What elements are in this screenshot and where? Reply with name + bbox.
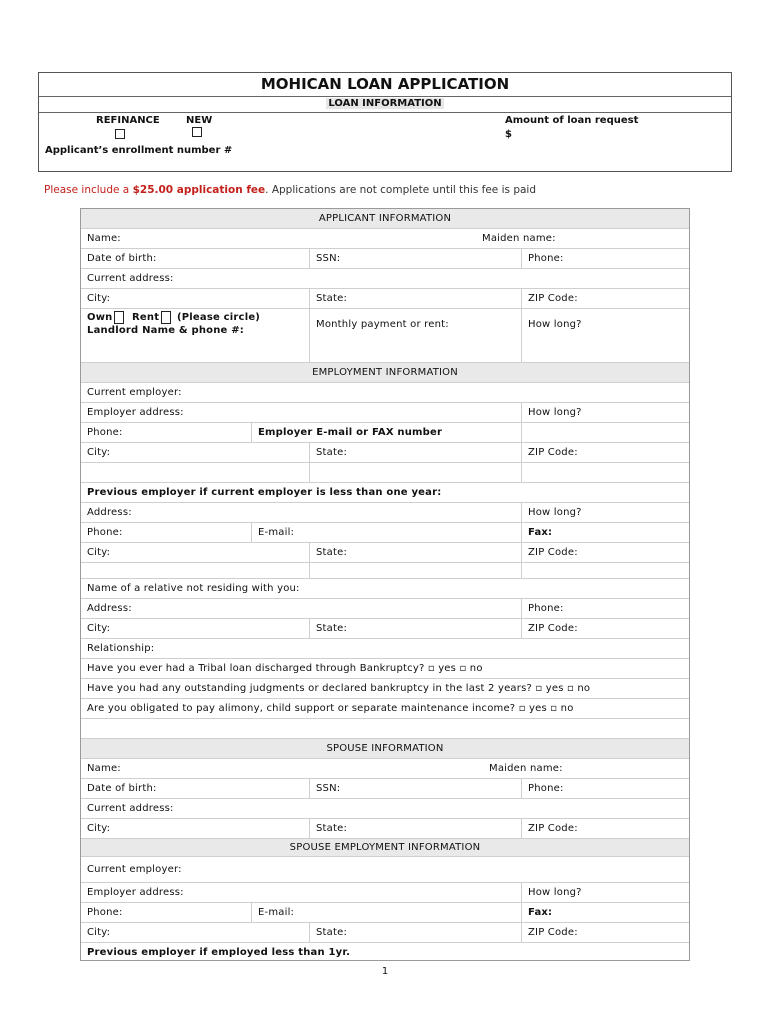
relative-row[interactable]	[81, 579, 689, 599]
previous-city-row[interactable]	[81, 543, 689, 563]
maiden-name-label: Maiden name:	[489, 763, 563, 774]
email-label: E-mail:	[258, 527, 295, 538]
employer-phone-row[interactable]	[81, 423, 689, 443]
spouse-address-row[interactable]	[81, 799, 689, 819]
maiden-name-label: Maiden name:	[482, 233, 556, 244]
state-label: State:	[316, 447, 348, 458]
phone-label: Phone:	[87, 527, 123, 538]
applicant-dob-row[interactable]	[81, 249, 689, 269]
state-label: State:	[316, 547, 348, 558]
dob-label: Date of birth:	[87, 253, 157, 264]
page-title: MOHICAN LOAN APPLICATION	[260, 75, 510, 93]
employer-address-row[interactable]	[81, 403, 689, 423]
phone-label: Phone:	[528, 253, 564, 264]
city-label: City:	[87, 293, 111, 304]
new-label: NEW	[186, 115, 213, 126]
relative-city-row[interactable]	[81, 619, 689, 639]
employer-address-label: Employer address:	[87, 407, 184, 418]
city-label: City:	[87, 927, 111, 938]
question-alimony[interactable]: Are you obligated to pay alimony, child support or separate maintenance income? ▫ yes ▫ no	[81, 699, 689, 719]
blank-row[interactable]	[81, 463, 689, 483]
address-label: Address:	[87, 507, 132, 518]
employer-city-row[interactable]	[81, 443, 689, 463]
phone-label: Phone:	[528, 783, 564, 794]
own-label: Own	[87, 312, 113, 323]
employer-row[interactable]	[81, 383, 689, 403]
spouse-employment-section-heading: SPOUSE EMPLOYMENT INFORMATION	[81, 839, 689, 857]
zip-label: ZIP Code:	[528, 447, 578, 458]
zip-label: ZIP Code:	[528, 927, 578, 938]
applicant-housing-row[interactable]	[81, 309, 689, 363]
applicant-address-row[interactable]	[81, 269, 689, 289]
how-long-label: How long?	[528, 507, 582, 518]
phone-label: Phone:	[528, 603, 564, 614]
relationship-row[interactable]	[81, 639, 689, 659]
previous-address-row[interactable]	[81, 503, 689, 523]
city-label: City:	[87, 447, 111, 458]
employer-email-fax-label: Employer E-mail or FAX number	[258, 427, 443, 438]
question-tribal-loan[interactable]: Have you ever had a Tribal loan discharged through Bankruptcy? ▫ yes ▫ no	[81, 659, 689, 679]
spouse-employer-address-row[interactable]	[81, 883, 689, 903]
own-checkbox[interactable]	[114, 311, 124, 324]
state-label: State:	[316, 823, 348, 834]
state-label: State:	[316, 927, 348, 938]
spouse-previous-employer-row[interactable]	[81, 943, 689, 961]
rent-label: Rent	[132, 312, 160, 323]
address-label: Current address:	[87, 803, 174, 814]
refinance-checkbox[interactable]	[115, 129, 125, 139]
previous-phone-row[interactable]	[81, 523, 689, 543]
spouse-employer-row[interactable]	[81, 857, 689, 883]
zip-label: ZIP Code:	[528, 623, 578, 634]
new-checkbox[interactable]	[192, 127, 202, 137]
how-long-label: How long?	[528, 319, 582, 330]
city-label: City:	[87, 547, 111, 558]
spouse-name-row[interactable]	[81, 759, 689, 779]
address-label: Current address:	[87, 273, 174, 284]
dob-label: Date of birth:	[87, 783, 157, 794]
how-long-label: How long?	[528, 887, 582, 898]
application-form	[80, 208, 690, 961]
state-label: State:	[316, 293, 348, 304]
zip-label: ZIP Code:	[528, 293, 578, 304]
current-employer-label: Current employer:	[87, 864, 182, 875]
phone-label: Phone:	[87, 907, 123, 918]
enrollment-label[interactable]: Applicant’s enrollment number #	[45, 145, 233, 156]
amount-dollar[interactable]: $	[505, 129, 512, 140]
page-number: 1	[381, 966, 389, 977]
how-long-label: How long?	[528, 407, 582, 418]
spouse-dob-row[interactable]	[81, 779, 689, 799]
landlord-label: Landlord Name & phone #:	[87, 325, 244, 336]
blank-row[interactable]	[81, 563, 689, 579]
spouse-phone-row[interactable]	[81, 903, 689, 923]
fax-label: Fax:	[528, 527, 553, 538]
applicant-city-row[interactable]	[81, 289, 689, 309]
email-label: E-mail:	[258, 907, 295, 918]
amount-label: Amount of loan request	[505, 115, 639, 126]
address-label: Address:	[87, 603, 132, 614]
state-label: State:	[316, 623, 348, 634]
city-label: City:	[87, 623, 111, 634]
employer-address-label: Employer address:	[87, 887, 184, 898]
name-label: Name:	[87, 233, 121, 244]
blank-row[interactable]	[81, 719, 689, 739]
divider	[39, 96, 731, 97]
applicant-name-row[interactable]	[81, 229, 689, 249]
relationship-label: Relationship:	[87, 643, 155, 654]
rent-checkbox[interactable]	[161, 311, 171, 324]
fee-notice: Please include a $25.00 application fee. Applications are not complete until this fee is paid	[44, 184, 536, 196]
relative-address-row[interactable]	[81, 599, 689, 619]
loan-information-heading: LOAN INFORMATION	[328, 98, 442, 109]
previous-employer-row[interactable]	[81, 483, 689, 503]
spouse-section-heading: SPOUSE INFORMATION	[81, 739, 689, 759]
relative-label: Name of a relative not residing with you:	[87, 583, 300, 594]
loan-header-box	[38, 72, 732, 172]
current-employer-label: Current employer:	[87, 387, 182, 398]
name-label: Name:	[87, 763, 121, 774]
phone-label: Phone:	[87, 427, 123, 438]
ssn-label: SSN:	[316, 783, 341, 794]
zip-label: ZIP Code:	[528, 823, 578, 834]
refinance-label: REFINANCE	[96, 115, 160, 126]
monthly-payment-label: Monthly payment or rent:	[316, 319, 449, 330]
divider	[39, 112, 731, 113]
previous-employer-label: Previous employer if employed less than 1yr.	[87, 947, 351, 958]
zip-label: ZIP Code:	[528, 547, 578, 558]
city-label: City:	[87, 823, 111, 834]
question-judgments[interactable]: Have you had any outstanding judgments or declared bankruptcy in the last 2 years? ▫ yes ▫ no	[81, 679, 689, 699]
applicant-section-heading: APPLICANT INFORMATION	[81, 209, 689, 229]
ssn-label: SSN:	[316, 253, 341, 264]
fax-label: Fax:	[528, 907, 553, 918]
please-circle-note: (Please circle)	[177, 312, 261, 323]
previous-employer-label: Previous employer if current employer is less than one year:	[87, 487, 442, 498]
employment-section-heading: EMPLOYMENT INFORMATION	[81, 363, 689, 383]
spouse-city-row[interactable]	[81, 923, 689, 943]
spouse-city-row[interactable]	[81, 819, 689, 839]
